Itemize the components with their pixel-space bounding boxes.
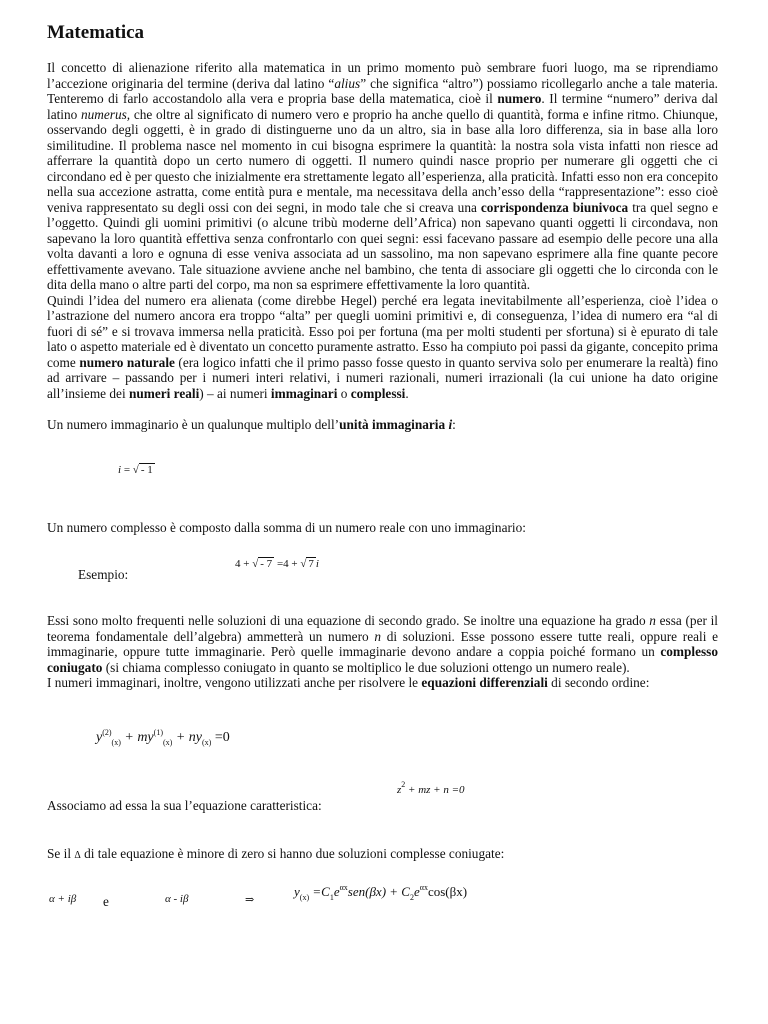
paragraph-3: Un numero immaginario è un qualunque multiplo dell’unità immaginaria i: xyxy=(47,416,456,432)
formula-differential: $y^{(2)}_{(x)} + my^{(1)}_{(x)} + ny_{(x)} =0$ xyxy=(96,728,230,747)
formula-characteristic: $z^2$ + mz + n =0 xyxy=(397,780,465,796)
implies-arrow: ⇒ xyxy=(245,894,255,906)
document-page xyxy=(47,20,718,432)
formula-imaginary-unit: i = √ - 1 xyxy=(118,464,153,476)
section-complex xyxy=(47,613,718,691)
example-label: Esempio: xyxy=(78,567,129,582)
paragraph-5: Essi sono molto frequenti nelle soluzioni di una equazione di secondo grado. Se inoltre una equazione ha grado n essa (per il teorema fondamentale dell’algebra) ammetterà un numero n di soluzioni. Esse possono essere tutte reali, oppure reali e immaginarie, oppure tutte immaginarie. Però quelle immaginarie devono andare a coppia poiché formano un complesso coniugato (si chiama complesso coniugato in quanto se moltiplico le due soluzioni ottengo un numero reale). xyxy=(47,613,718,675)
paragraph-8: Se il Δ di tale equazione è minore di zero si hanno due soluzioni complesse coniugate: xyxy=(47,846,505,861)
formula-general-solution: $y_{(x)} =C_1e^{\alpha x}sen(\beta x) + C_2e^{\alpha x}\cos(\beta x)$ xyxy=(294,883,468,902)
paragraph-1: Il concetto di alienazione riferito alla matematica in un primo momento può sembrare fuori luogo, ma se riprendiamo l’accezione originaria del termine (deriva dal latino “alius” che significa “altro”) possiamo ricollegarlo anche a tale materia. Tenteremo di farlo accostandolo alla vera e propria base della matematica, cioè il numero. Il termine “numero” deriva dal latino numerus, che oltre al significato di numero vero e proprio ha anche quello di quantità, forma e infine ritmo. Chiunque, osservando degli oggetti, è in grado di distinguerne uno da un altro, sia in base alla loro differenza, sia in base alla loro similitudine. Il problema nasce nel momento in cui bisogna esprimere la quantità: la nostra sola vista infatti non riesce ad afferrare la quantità dopo un certo numero di oggetti. Il numero quindi nasce proprio per numerare gli oggetti che ci circondano ed è per questo che inizialmente era strettamente legato all’esperienza, alla praticità. Infatti esso non era concepito nella sua accezione astratta, come entità pura e mentale, ma necessitava della anch’esso della “rappresentazione”: esso cioè veniva rappresentato su degli ossi con dei segni, in modo tale che si creava una corrispondenza biunivoca tra quel segno e l’oggetto. Quindi gli uomini primitivi (o alcune tribù moderne dell’Africa) non sapevano quanti oggetti li circondava, non sapevano la loro quantità effettiva senza confrontarlo con quei segni: essi facevano passare ad esempio delle pecore una alla volta davanti a loro e ognuna di esse veniva associata ad un sassolino, ma non sapevano esprimere alla fine quante pecore effettivamente avevano. Tale situazione avviene anche nel bambino, che tenta di associare gli oggetti che lo circonda con le dita della mano o altre parti del corpo, ma non sa esprimere effettivamente la loro quantità. xyxy=(47,60,719,292)
solution-1: α + iβ xyxy=(49,893,77,905)
formula-example: 4 + √ - 7 =4 + √ 7 i xyxy=(235,558,319,570)
paragraph-6: I numeri immaginari, inoltre, vengono utilizzati anche per risolvere le equazioni differenziali di secondo ordine: xyxy=(47,675,650,690)
paragraph-4: Un numero complesso è composto dalla somma di un numero reale con uno immaginario: xyxy=(47,520,526,535)
solution-conjunction: e xyxy=(103,894,109,909)
paragraph-2: Quindi l’idea del numero era alienata (come direbbe Hegel) perché era legata inevitabilmente all’esperienza, cioè l’idea o l’astrazione del numero ancora era troppo “alta” per quegli uomini primitivi e, di conseguenza, l’idea di numero era “al di fuori di sé” e si trovava immersa nella praticità. Esso poi per fortuna (ma per molti studenti per sfortuna) si è epurato di tale lato o aspetto materiale ed è diventato un concetto puramente astratto. Esso ha compiuto poi passi da gigante, concepito prima come numero naturale (era logico infatti che il primo passo fosse questo in quanto serviva solo per enumerare la realtà) fino ad arrivare – passando per i numeri interi relativi, i numeri razionali, numeri irrazionali (la cui unione ha dato origine all’insieme dei numeri reali) – ai numeri immaginari o complessi. xyxy=(47,292,719,401)
page-title: Matematica xyxy=(47,22,145,43)
solution-2: α - iβ xyxy=(165,893,189,905)
paragraph-7: Associamo ad essa la sua l’equazione caratteristica: xyxy=(47,798,322,813)
